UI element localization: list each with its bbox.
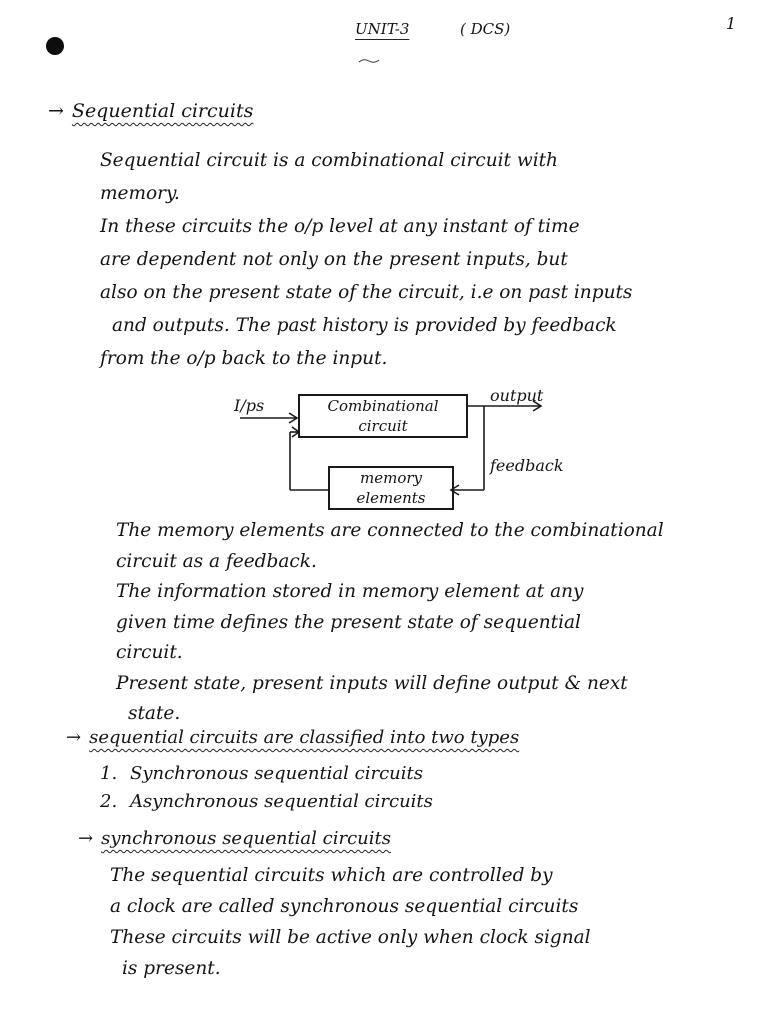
box-label: circuit — [358, 417, 408, 435]
subject-label: ( DCS) — [460, 20, 511, 38]
text-line: The information stored in memory element at any — [116, 581, 584, 602]
heading-text: Sequential circuits — [71, 100, 254, 122]
text-line: memory. — [100, 183, 180, 204]
text-line: and outputs. The past history is provided by feedback — [112, 315, 617, 336]
synchronous-definition-paragraph — [110, 860, 768, 984]
text-line: These circuits will be active only when clock signal — [110, 927, 591, 948]
sequential-block-diagram — [200, 380, 620, 520]
classification-heading — [66, 727, 519, 748]
section-heading-synchronous — [78, 828, 391, 849]
list-item — [100, 760, 433, 788]
text-line: from the o/p back to the input. — [100, 348, 388, 369]
list-number: 2. — [100, 791, 118, 812]
heading-text: synchronous sequential circuits — [101, 828, 391, 849]
text-line: Sequential circuit is a combinational circuit with — [100, 150, 558, 171]
list-number: 1. — [100, 763, 118, 784]
arrow-right-icon: → — [66, 727, 82, 748]
text-line: a clock are called synchronous sequential circuits — [110, 896, 579, 917]
section-heading-sequential — [48, 100, 253, 122]
memory-elements-box — [328, 466, 454, 510]
text-line: circuit as a feedback. — [116, 550, 317, 572]
unit-title: UNIT-3 — [355, 20, 410, 38]
text-line: circuit. — [116, 642, 183, 663]
text-line: In these circuits the o/p level at any instant of time — [100, 216, 580, 237]
arrow-right-icon: → — [78, 828, 94, 849]
heading-text: sequential circuits are classified into two types — [89, 727, 520, 748]
text-line: given time defines the present state of sequential — [116, 611, 581, 633]
text-line: is present. — [122, 958, 221, 979]
ink-dot — [46, 37, 64, 55]
text-line: also on the present state of the circuit, i.e on past inputs — [100, 282, 633, 303]
list-text: Synchronous sequential circuits — [130, 763, 423, 784]
input-label: I/ps — [234, 396, 265, 415]
squiggle-mark — [358, 58, 380, 64]
arrow-right-icon: → — [48, 100, 64, 122]
text-line: The memory elements are connected to the combinational — [116, 520, 664, 541]
box-label: elements — [356, 489, 426, 507]
text-line: Present state, present inputs will define output & next — [116, 672, 628, 694]
page-number: 1 — [725, 14, 736, 33]
text-line: The sequential circuits which are controlled by — [110, 865, 553, 886]
box-label: Combinational — [327, 397, 439, 415]
list-text: Asynchronous sequential circuits — [130, 791, 433, 812]
feedback-label: feedback — [490, 456, 564, 475]
combinational-circuit-box — [298, 394, 468, 438]
list-item — [100, 788, 433, 816]
classification-list — [100, 760, 433, 816]
text-line: are dependent not only on the present inputs, but — [100, 249, 568, 270]
text-line: state. — [128, 703, 181, 724]
output-label: output — [490, 386, 544, 405]
box-label: memory — [360, 469, 422, 487]
sequential-definition-paragraph — [100, 144, 760, 375]
memory-elements-paragraph — [116, 516, 768, 730]
